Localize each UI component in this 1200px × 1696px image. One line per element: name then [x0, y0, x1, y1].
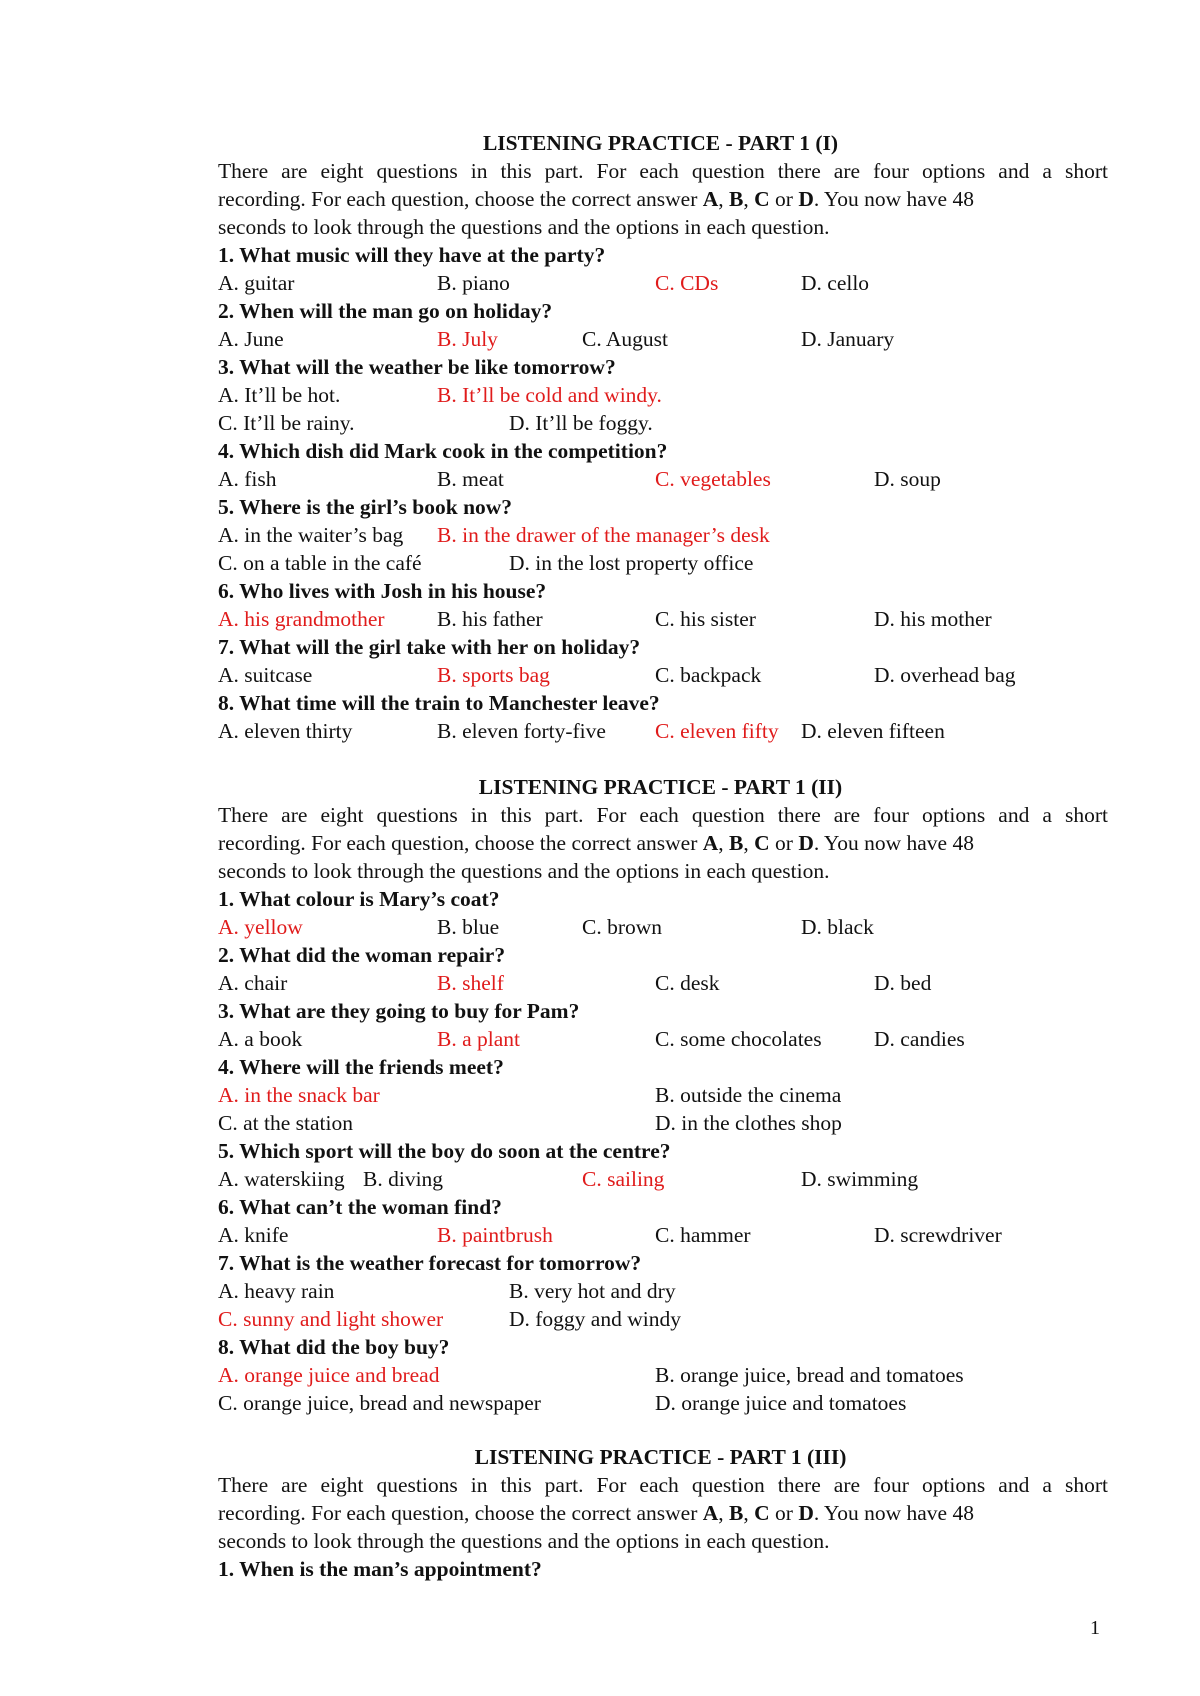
- option: C. his sister: [655, 607, 756, 631]
- option-row: [218, 521, 1108, 549]
- option: A. heavy rain: [218, 1279, 335, 1303]
- option: D. It’ll be foggy.: [509, 411, 653, 435]
- option: C. hammer: [655, 1223, 751, 1247]
- option: A. It’ll be hot.: [218, 383, 341, 407]
- option-row: [218, 1305, 1108, 1333]
- question: 1. When is the man’s appointment?: [218, 1557, 542, 1581]
- option-row: [218, 1081, 1108, 1109]
- option: D. cello: [801, 271, 870, 295]
- intro-line: seconds to look through the questions and the options in each question.: [218, 859, 830, 883]
- option: D. swimming: [801, 1167, 919, 1191]
- option: A. in the waiter’s bag: [218, 523, 404, 547]
- question: 7. What is the weather forecast for tomorrow?: [218, 1251, 642, 1275]
- option: B. diving: [363, 1167, 444, 1191]
- option-row: [218, 1389, 1108, 1417]
- correct-option: B. in the drawer of the manager’s desk: [437, 523, 770, 547]
- option: C. August: [582, 327, 669, 351]
- correct-option: B. a plant: [437, 1027, 520, 1051]
- option: B. very hot and dry: [509, 1279, 676, 1303]
- section-title: LISTENING PRACTICE - PART 1 (II): [478, 775, 843, 799]
- option-row: [218, 325, 1108, 353]
- option: D. foggy and windy: [509, 1307, 681, 1331]
- option: B. eleven forty-five: [437, 719, 606, 743]
- option: C. backpack: [655, 663, 762, 687]
- option: A. waterskiing: [218, 1167, 345, 1191]
- option: C. some chocolates: [655, 1027, 822, 1051]
- question: 6. What can’t the woman find?: [218, 1195, 502, 1219]
- question: 3. What will the weather be like tomorrow?: [218, 355, 616, 379]
- option: B. orange juice, bread and tomatoes: [655, 1363, 964, 1387]
- option: C. brown: [582, 915, 663, 939]
- option-row: [218, 1277, 1108, 1305]
- option: A. suitcase: [218, 663, 313, 687]
- option: A. chair: [218, 971, 288, 995]
- option: D. screwdriver: [874, 1223, 1002, 1247]
- section-title: LISTENING PRACTICE - PART 1 (I): [482, 131, 839, 155]
- question: 2. What did the woman repair?: [218, 943, 506, 967]
- correct-option: B. July: [437, 327, 498, 351]
- option: C. It’ll be rainy.: [218, 411, 355, 435]
- option-row: [218, 913, 1108, 941]
- question: 5. Which sport will the boy do soon at the centre?: [218, 1139, 671, 1163]
- option-row: [218, 1221, 1108, 1249]
- option: D. his mother: [874, 607, 992, 631]
- option-row: [218, 1109, 1108, 1137]
- option: A. knife: [218, 1223, 289, 1247]
- option: D. black: [801, 915, 874, 939]
- option: D. January: [801, 327, 895, 351]
- option-row: [218, 717, 1108, 745]
- option: A. fish: [218, 467, 277, 491]
- option: C. orange juice, bread and newspaper: [218, 1391, 541, 1415]
- question: 5. Where is the girl’s book now?: [218, 495, 513, 519]
- correct-option: B. sports bag: [437, 663, 550, 687]
- correct-option: C. vegetables: [655, 467, 771, 491]
- option-row: [218, 269, 1108, 297]
- intro-line: recording. For each question, choose the correct answer A, B, C or D. You now have 48: [218, 831, 974, 855]
- option-row: [218, 1361, 1108, 1389]
- option: A. eleven thirty: [218, 719, 353, 743]
- option: A. guitar: [218, 271, 295, 295]
- option-row: [218, 381, 1108, 409]
- section-title: LISTENING PRACTICE - PART 1 (III): [474, 1445, 847, 1469]
- question: 3. What are they going to buy for Pam?: [218, 999, 580, 1023]
- option-row: [218, 409, 1108, 437]
- question: 2. When will the man go on holiday?: [218, 299, 553, 323]
- question: 8. What did the boy buy?: [218, 1335, 450, 1359]
- option-row: [218, 969, 1108, 997]
- option: D. candies: [874, 1027, 965, 1051]
- option-row: [218, 465, 1108, 493]
- correct-option: C. sunny and light shower: [218, 1307, 444, 1331]
- option: C. on a table in the café: [218, 551, 422, 575]
- intro-line: There are eight questions in this part. For each question there are four options and a short: [218, 159, 1108, 183]
- option: B. his father: [437, 607, 543, 631]
- option: B. outside the cinema: [655, 1083, 842, 1107]
- question: 7. What will the girl take with her on holiday?: [218, 635, 641, 659]
- correct-option: A. yellow: [218, 915, 303, 939]
- option: C. at the station: [218, 1111, 353, 1135]
- option: A. June: [218, 327, 284, 351]
- correct-option: B. shelf: [437, 971, 504, 995]
- correct-option: A. orange juice and bread: [218, 1363, 440, 1387]
- correct-option: C. CDs: [655, 271, 719, 295]
- intro-line: seconds to look through the questions and the options in each question.: [218, 1529, 830, 1553]
- intro-line: There are eight questions in this part. For each question there are four options and a short: [218, 1473, 1108, 1497]
- option-row: [218, 1025, 1108, 1053]
- option: D. overhead bag: [874, 663, 1016, 687]
- correct-option: B. It’ll be cold and windy.: [437, 383, 662, 407]
- option: D. soup: [874, 467, 941, 491]
- intro-line: recording. For each question, choose the correct answer A, B, C or D. You now have 48: [218, 187, 974, 211]
- question: 4. Which dish did Mark cook in the competition?: [218, 439, 668, 463]
- correct-option: B. paintbrush: [437, 1223, 553, 1247]
- question: 8. What time will the train to Manchester leave?: [218, 691, 660, 715]
- question: 6. Who lives with Josh in his house?: [218, 579, 547, 603]
- option: A. a book: [218, 1027, 303, 1051]
- option-row: [218, 661, 1108, 689]
- option: C. desk: [655, 971, 720, 995]
- question: 1. What music will they have at the party?: [218, 243, 606, 267]
- option: D. in the lost property office: [509, 551, 754, 575]
- option: D. eleven fifteen: [801, 719, 945, 743]
- option: B. piano: [437, 271, 510, 295]
- intro-line: There are eight questions in this part. For each question there are four options and a short: [218, 803, 1108, 827]
- option-row: [218, 1165, 1108, 1193]
- page-number: 1: [1090, 1617, 1100, 1639]
- correct-option: A. in the snack bar: [218, 1083, 380, 1107]
- intro-line: seconds to look through the questions and the options in each question.: [218, 215, 830, 239]
- option: B. meat: [437, 467, 504, 491]
- correct-option: C. eleven fifty: [655, 719, 779, 743]
- question: 1. What colour is Mary’s coat?: [218, 887, 500, 911]
- option: D. orange juice and tomatoes: [655, 1391, 907, 1415]
- correct-option: C. sailing: [582, 1167, 665, 1191]
- correct-option: A. his grandmother: [218, 607, 385, 631]
- intro-line: recording. For each question, choose the correct answer A, B, C or D. You now have 48: [218, 1501, 974, 1525]
- option: D. in the clothes shop: [655, 1111, 842, 1135]
- option-row: [218, 605, 1108, 633]
- question: 4. Where will the friends meet?: [218, 1055, 504, 1079]
- option: D. bed: [874, 971, 932, 995]
- option-row: [218, 549, 1108, 577]
- option: B. blue: [437, 915, 500, 939]
